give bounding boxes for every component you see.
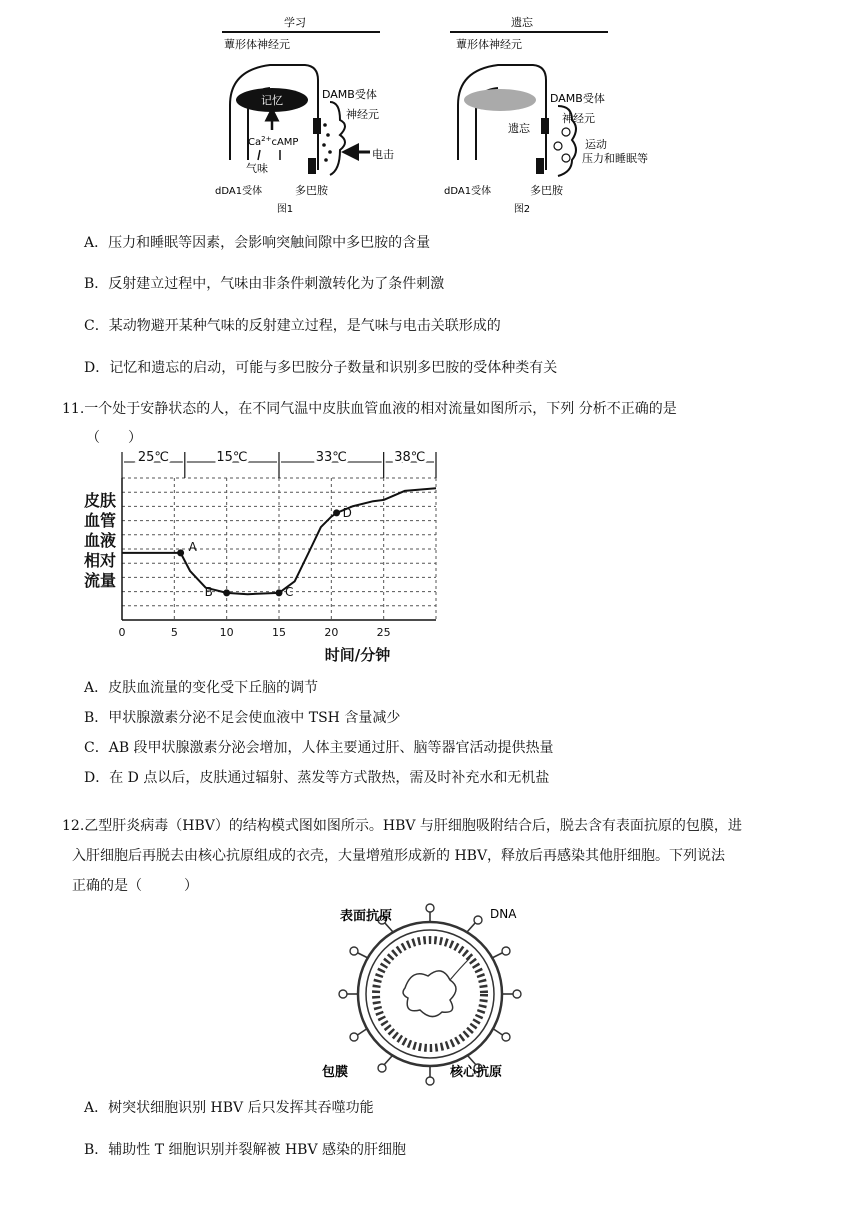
hbv-structure-figure — [320, 898, 540, 1088]
x-tick-label: 5 — [170, 626, 178, 639]
fig1-caption: 图1 — [276, 204, 294, 215]
hbv-virion — [339, 904, 521, 1085]
hbv-dna-label: DNA — [490, 907, 517, 921]
x-tick-label: 25 — [376, 626, 391, 639]
q12-option-a: A．树突状细胞识别 HBV 后只发挥其吞噬功能 — [84, 1100, 374, 1116]
band-label: 33℃ — [315, 450, 347, 465]
fig1-dopamine-label: 多巴胺 — [295, 184, 328, 197]
fig2-exercise-label: 运动 — [585, 138, 607, 151]
q12-stem-line1: 12.乙型肝炎病毒（HBV）的结构模式图如图所示。HBV 与肝细胞吸附结合后，脱去含有表面抗原的包膜，进 — [62, 818, 742, 834]
q10-option-b: B．反射建立过程中，气味由非条件刺激转化为了条件刺激 — [84, 276, 445, 292]
q12-option-b: B．辅助性 T 细胞识别并裂解被 HBV 感染的肝细胞 — [84, 1142, 407, 1158]
fig2-damb-label: DAMB受体 — [550, 92, 605, 105]
fig1-ca-sup: 2+ — [261, 135, 272, 143]
fig1-dda1-label: dDA1受体 — [215, 186, 263, 197]
band-label: 38℃ — [394, 450, 426, 465]
fig1-title: 学习 — [284, 16, 306, 29]
point-label-d: D — [342, 505, 352, 520]
fig2-cell-label: 蕈形体神经元 — [456, 38, 522, 51]
x-axis-label: 时间/分钟 — [324, 646, 391, 664]
hbv-envelope-label: 包膜 — [322, 1065, 349, 1080]
fig1-odor-label: 气味 — [246, 162, 268, 175]
blood-flow-chart — [80, 448, 450, 670]
q11-option-b: B．甲状腺激素分泌不足会使血液中 TSH 含量减少 — [84, 710, 401, 726]
q11-option-c: C．AB 段甲状腺激素分泌会增加，人体主要通过肝、脑等器官活动提供热量 — [84, 740, 554, 756]
fig1-memory-label: 记忆 — [261, 94, 283, 107]
point-c — [276, 589, 283, 596]
x-tick-label: 10 — [219, 626, 234, 639]
point-label-c: C — [285, 584, 294, 599]
q11-option-a: A．皮肤血流量的变化受下丘脑的调节 — [84, 680, 319, 696]
svg-text:Ca2+cAMP — [248, 135, 298, 148]
q11-paren: （ ） — [86, 430, 142, 446]
fig2-neuron-label: 神经元 — [562, 112, 595, 125]
fig2-caption: 图2 — [513, 204, 531, 215]
hbv-core-antigen-label: 核心抗原 — [450, 1065, 503, 1080]
y-axis-label: 皮肤 — [83, 491, 117, 510]
fig2-forget-label: 遗忘 — [508, 122, 530, 135]
q10-option-c: C．某动物避开某种气味的反射建立过程，是气味与电击关联形成的 — [84, 318, 501, 334]
fig2-stress-label: 压力和睡眠等 — [582, 152, 648, 165]
neuron-figure — [200, 10, 660, 225]
band-label: 25℃ — [137, 450, 169, 465]
fig2-dopamine-label: 多巴胺 — [530, 184, 563, 197]
y-axis-label: 流量 — [83, 571, 117, 590]
fig1-shock-label: 电击 — [372, 148, 394, 161]
figure-2 — [444, 15, 648, 215]
fig1-camp: cAMP — [271, 137, 299, 148]
q12-stem-line2: 入肝细胞后再脱去由核心抗原组成的衣壳，大量增殖形成新的 HBV，释放后再感染其他肝细胞。下列说法 — [72, 848, 726, 864]
q10-option-a: A．压力和睡眠等因素，会影响突触间隙中多巴胺的含量 — [84, 235, 431, 251]
band-label: 15℃ — [216, 450, 248, 465]
point-b — [223, 589, 230, 596]
y-axis-label: 血液 — [83, 531, 117, 550]
q10-option-d: D．记忆和遗忘的启动，可能与多巴胺分子数量和识别多巴胺的受体种类有关 — [84, 360, 558, 376]
q11-option-d: D．在 D 点以后，皮肤通过辐射、蒸发等方式散热，需及时补充水和无机盐 — [84, 770, 550, 786]
fig1-cell-label: 蕈形体神经元 — [224, 38, 290, 51]
fig1-damb-label: DAMB受体 — [322, 88, 377, 101]
point-a — [177, 549, 184, 556]
x-tick-label: 20 — [324, 626, 339, 639]
hbv-surface-antigen-label: 表面抗原 — [340, 909, 393, 924]
figure-1 — [215, 16, 394, 215]
x-tick-label: 0 — [118, 626, 126, 639]
fig1-ca: Ca — [248, 137, 262, 148]
fig1-neuron-label: 神经元 — [346, 108, 379, 121]
x-tick-label: 15 — [272, 626, 286, 639]
q12-stem-line3: 正确的是（ ） — [72, 878, 198, 894]
q11-stem: 11.一个处于安静状态的人，在不同气温中皮肤血管血液的相对流量如图所示，下列 分析不正确的是 — [62, 401, 677, 417]
point-d — [333, 509, 340, 516]
fig2-dda1-label: dDA1受体 — [444, 186, 492, 197]
y-axis-label: 血管 — [83, 511, 117, 530]
fig2-title: 遗忘 — [511, 16, 533, 29]
point-label-a: A — [188, 539, 197, 554]
y-axis-label: 相对 — [83, 551, 117, 570]
point-label-b: B — [204, 584, 213, 599]
